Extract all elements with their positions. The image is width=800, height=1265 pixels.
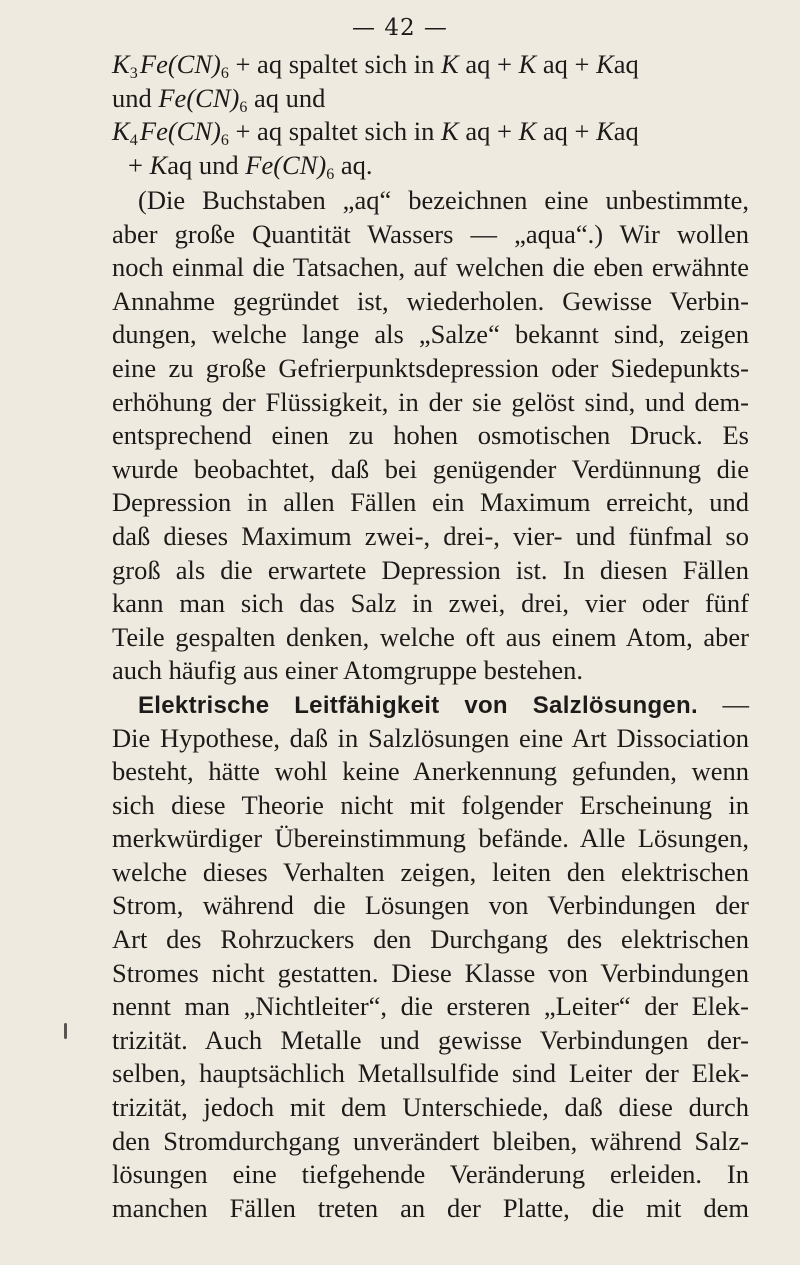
formula-subscript: 6 (326, 165, 335, 183)
formula-symbol: K (596, 49, 614, 79)
formula-text: und (112, 82, 159, 113)
text-line: welche dieses Verhalten zeigen, leiten den elektrischen (112, 856, 749, 887)
formula-line (112, 82, 752, 116)
formula-line (112, 149, 752, 183)
formula-symbol: K (441, 49, 459, 79)
text-line: groß als die erwartete Depression ist. In diesen Fällen (112, 554, 749, 585)
text-line: merkwürdiger Übereinstimmung befände. Alle Lösungen, (112, 823, 749, 854)
text-line: trizität. Auch Metalle und gewisse Verbindungen der- (112, 1024, 749, 1055)
text-line: den Stromdurchgang unverändert bleiben, während Salz- (112, 1125, 749, 1156)
text-line: eine zu große Gefrierpunktsdepression oder Siedepunkts- (112, 352, 749, 383)
formula-text: + aq spaltet sich in (228, 49, 442, 79)
formula-subscript: 6 (220, 65, 229, 82)
formula-line: $K_3$ $Fe(CN)_6$ + aq spaltet sich in K aq + K aq + Kaq (112, 49, 639, 82)
formula-text: aq. (334, 149, 373, 180)
text-line: Teile gespalten denken, welche oft aus einem Atom, aber (112, 621, 749, 652)
text-line: Depression in allen Fällen ein Maximum erreicht, und (112, 487, 749, 518)
text-line: dungen, welche lange als „Salze“ bekannt sind, zeigen (112, 319, 749, 350)
formula-symbol: K (518, 116, 537, 146)
text-line: trizität, jedoch mit dem Unterschiede, daß diese durch (112, 1092, 749, 1123)
text-line: Annahme gegründet ist, wiederholen. Gewisse Verbin- (112, 285, 749, 316)
formula-text: aq und (167, 149, 246, 180)
formula-symbol: K (112, 116, 130, 146)
formula-symbol: Fe(CN) (139, 116, 221, 146)
formula-text: + aq spaltet sich in (228, 116, 442, 146)
formula-symbol: Fe(CN) (158, 82, 240, 113)
text-line: Stromes nicht gestatten. Diese Klasse von Verbindungen (112, 957, 749, 988)
formula-subscript: 4 (129, 132, 138, 149)
formula-subscript: 6 (220, 132, 229, 149)
text-line: nennt man „Nichtleiter“, die ersteren „Leiter“ der Elek- (112, 991, 749, 1022)
formula-text: aq und (247, 82, 326, 113)
text-line: kann man sich das Salz in zwei, drei, vier oder fünf (112, 588, 749, 619)
formula-symbol: K (518, 49, 537, 79)
formula-subscript: 3 (129, 65, 138, 82)
formula-symbol: K (596, 116, 614, 146)
formula-line: $K_4$ $Fe(CN)_6$ + aq spaltet sich in K aq + K aq + Kaq (112, 116, 639, 149)
text-line: wurde beobachtet, daß bei genügender Verdünnung die (112, 453, 749, 484)
formula-block (112, 48, 752, 182)
heading-dash: — (698, 688, 750, 719)
text-line: daß dieses Maximum zwei-, drei-, vier- und fünfmal so (112, 520, 749, 551)
formula-symbol: K (112, 49, 130, 79)
text-line: noch einmal die Tatsachen, auf welchen die eben erwähnte (112, 252, 749, 283)
section-heading: Elektrische Leitfähigkeit von Salzlösungen. (138, 691, 698, 719)
formula-symbol: K (149, 149, 168, 180)
formula-symbol: Fe(CN) (139, 49, 221, 79)
margin-mark (64, 1023, 67, 1039)
text-line: Art des Rohrzuckers den Durchgang des elektrischen (112, 924, 749, 955)
text-line: Die Hypothese, daß in Salzlösungen eine Art Dissociation (112, 722, 749, 753)
page-number: — 42 — (352, 15, 448, 41)
text-line: Strom, während die Lösungen von Verbindungen der (112, 890, 749, 921)
text-line: entsprechend einen zu hohen osmotischen Druck. Es (112, 420, 749, 451)
text-line: besteht, hätte wohl keine Anerkennung gefunden, wenn (112, 756, 749, 787)
formula-text: + (128, 149, 150, 180)
text-line: auch häufig aus einer Atomgruppe bestehen. (112, 655, 583, 686)
text-line: (Die Buchstaben „aq“ bezeichnen eine unbestimmte, (138, 185, 749, 215)
text-line: erhöhung der Flüssigkeit, in der sie gelöst sind, und dem- (112, 386, 749, 417)
text-line: lösungen eine tiefgehende Veränderung erleiden. In (112, 1159, 749, 1190)
text-line: aber große Quantität Wassers — „aqua“.) Wir wollen (112, 218, 749, 249)
text-line: sich diese Theorie nicht mit folgender Erscheinung in (112, 789, 749, 820)
formula-subscript: 6 (239, 98, 248, 116)
body-text (112, 184, 749, 1225)
text-line: selben, hauptsächlich Metallsulfide sind Leiter der Elek- (112, 1058, 749, 1089)
text-line: manchen Fällen treten an der Platte, die mit dem (112, 1192, 749, 1223)
formula-symbol: Fe(CN) (245, 149, 327, 180)
section-heading-line (112, 688, 749, 722)
formula-symbol: K (441, 116, 459, 146)
